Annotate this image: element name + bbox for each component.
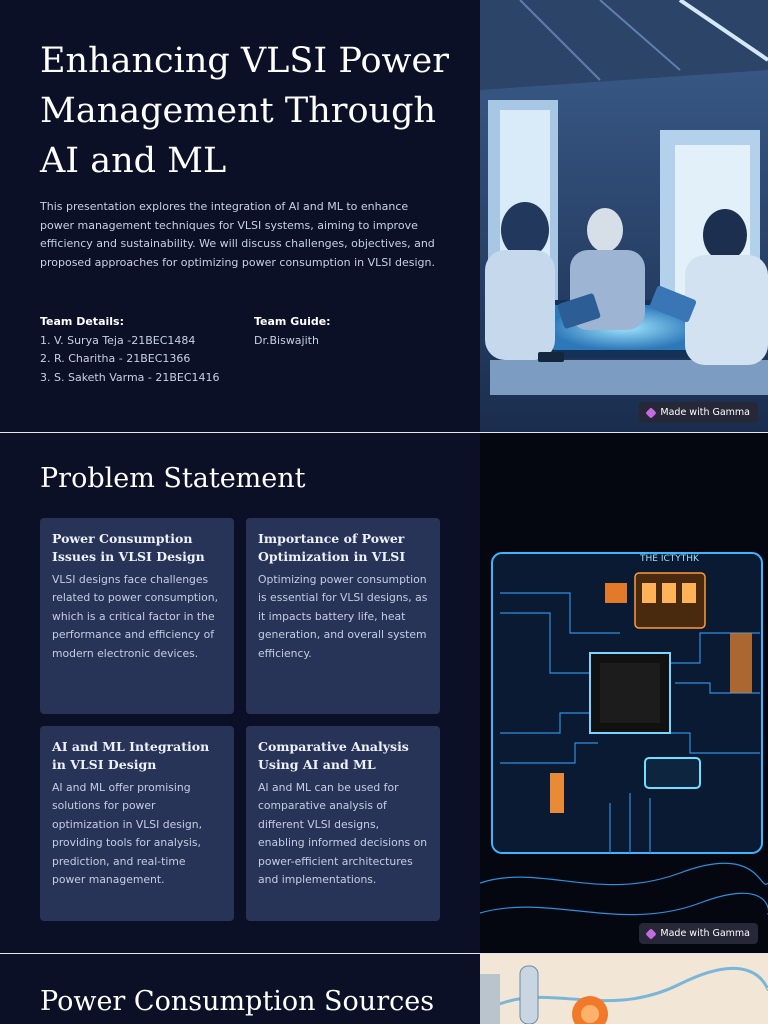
circuit-board-illustration (480, 433, 768, 953)
team-details-label: Team Details: (40, 315, 124, 328)
intro-paragraph: This presentation explores the integration of AI and ML to enhance power management techniques for VLSI systems, aiming to improve efficiency and sustainability. We will discuss challenges, objectives, and proposed approaches for optimizing power consumption in VLSI design. (40, 200, 436, 269)
problem-card (246, 518, 440, 714)
team-member: 3. S. Saketh Varma - 21BEC1416 (40, 370, 220, 384)
gamma-logo-icon (646, 407, 657, 418)
team-details (40, 313, 240, 387)
engineers-illustration-art (480, 0, 768, 432)
card-title: Importance of Power Optimization in VLSI (258, 531, 406, 564)
power-sources-illustration (480, 954, 768, 1024)
card-title: Comparative Analysis Using AI and ML (258, 739, 409, 772)
presentation-title: Enhancing VLSI Power Management Through AI and ML (40, 41, 449, 181)
made-with-gamma-badge[interactable] (639, 923, 758, 944)
team-member: 1. V. Surya Teja -21BEC1484 (40, 333, 196, 347)
slide-power-sources (0, 954, 768, 1024)
card-text: AI and ML can be used for comparative analysis of different VLSI designs, enabling informed decisions on power-efficient architectures and implementations. (258, 781, 428, 887)
problem-card (40, 726, 234, 921)
slide-problem-statement (0, 433, 768, 953)
badge-label: Made with Gamma (660, 407, 750, 418)
svg-text:THE ICTYTHK: THE ICTYTHK (640, 554, 699, 564)
team-guide (254, 313, 454, 350)
badge-label: Made with Gamma (660, 928, 750, 939)
slide-title (0, 0, 768, 432)
problem-card (40, 518, 234, 714)
team-member: 2. R. Charitha - 21BEC1366 (40, 352, 191, 365)
made-with-gamma-badge[interactable] (639, 402, 758, 423)
card-text: VLSI designs face challenges related to power consumption, which is a critical factor in the performance and efficiency of modern electronic devices. (52, 573, 219, 660)
section-title: Power Consumption Sources (40, 986, 435, 1017)
team-guide-label: Team Guide: (254, 315, 331, 328)
card-text: Optimizing power consumption is essential for VLSI designs, as it impacts battery life, heat generation, and overall system efficiency. (258, 573, 428, 660)
team-guide-name: Dr.Biswajith (254, 333, 319, 347)
section-title: Problem Statement (40, 463, 306, 494)
card-text: AI and ML offer promising solutions for power optimization in VLSI design, providing tools for analysis, prediction, and real-time power management. (52, 781, 203, 887)
circuit-board-art (480, 433, 768, 953)
problem-card (246, 726, 440, 921)
card-title: AI and ML Integration in VLSI Design (52, 739, 210, 772)
power-sources-art (480, 954, 768, 1024)
engineers-illustration (480, 0, 768, 432)
card-title: Power Consumption Issues in VLSI Design (52, 531, 205, 564)
gamma-logo-icon (646, 928, 657, 939)
